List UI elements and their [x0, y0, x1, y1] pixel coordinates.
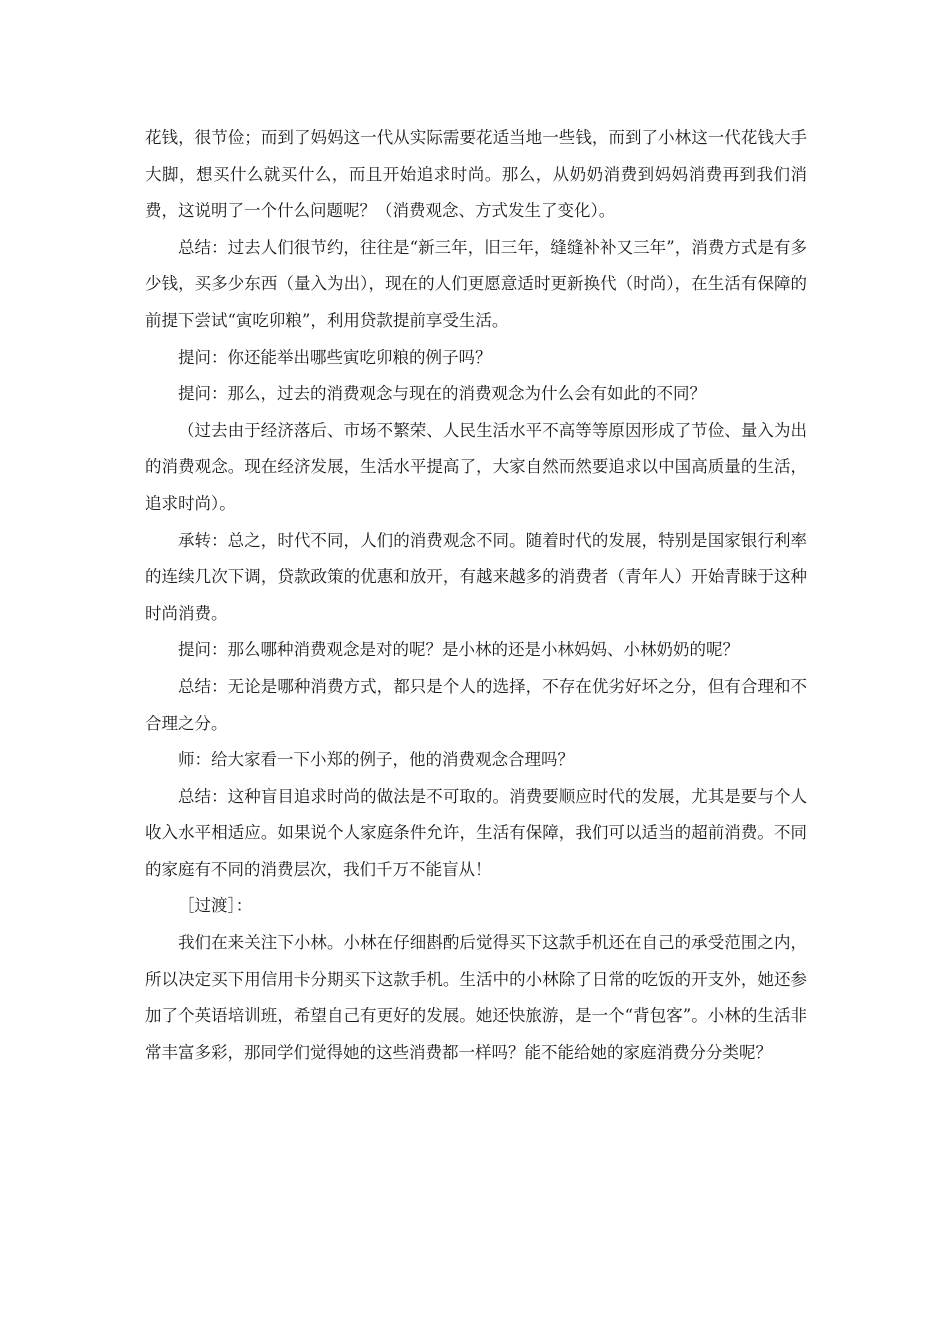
document-body: [145, 120, 807, 1071]
paragraph-summary-reasonable: 总结：无论是哪种消费方式，都只是个人的选择，不存在优劣好坏之分，但有合理和不合理之分。: [145, 676, 807, 733]
paragraph-continuation: 花钱，很节俭；而到了妈妈这一代从实际需要花适当地一些钱，而到了小林这一代花钱大手大脚，想买什么就买什么，而且开始追求时尚。那么，从奶奶消费到妈妈消费再到我们消费，这说明了一个什么问题呢？（消费观念、方式发生了变化）。: [145, 128, 807, 221]
paragraph-question-examples: 提问：你还能举出哪些寅吃卯粮的例子吗？: [178, 347, 492, 367]
paragraph-summary-blind-pursuit: 总结：这种盲目追求时尚的做法是不可取的。消费要顺应时代的发展，尤其是要与个人收入水平相适应。如果说个人家庭条件允许，生活有保障，我们可以适当的超前消费。不同的家庭有不同的消费层次，我们千万不能盲从！: [145, 786, 807, 879]
paragraph-question-which-correct: 提问：那么哪种消费观念是对的呢？是小林的还是小林妈妈、小林奶奶的呢？: [178, 640, 739, 660]
paragraph-transition-label: ［过渡］：: [178, 896, 253, 916]
paragraph-transition-times: 承转：总之，时代不同，人们的消费观念不同。随着时代的发展，特别是国家银行利率的连续几次下调，贷款政策的优惠和放开，有越来越多的消费者（青年人）开始青睐于这种时尚消费。: [145, 530, 807, 623]
paragraph-question-why-different: 提问：那么，过去的消费观念与现在的消费观念为什么会有如此的不同？: [178, 384, 706, 404]
paragraph-teacher-example: 师：给大家看一下小郑的例子，他的消费观念合理吗？: [178, 750, 574, 770]
paragraph-xiaolin-story: 我们在来关注下小林。小林在仔细斟酌后觉得买下这款手机还在自己的承受范围之内，所以决定买下用信用卡分期买下这款手机。生活中的小林除了日常的吃饭的开支外，她还参加了个英语培训班，希望自己有更好的发展。她还快旅游，是一个“背包客”。小林的生活非常丰富多彩，那同学们觉得她的这些消费都一样吗？能不能给她的家庭消费分分类呢？: [145, 933, 807, 1062]
paragraph-summary-past-present: 总结：过去人们很节约，往往是“新三年，旧三年，缝缝补补又三年”，消费方式是有多少钱，买多少东西（量入为出），现在的人们更愿意适时更新换代（时尚），在生活有保障的前提下尝试“寅吃卯粮”，利用贷款提前享受生活。: [145, 237, 807, 330]
paragraph-answer-reasons: （过去由于经济落后、市场不繁荣、人民生活水平不高等等原因形成了节俭、量入为出的消费观念。现在经济发展，生活水平提高了，大家自然而然要追求以中国高质量的生活，追求时尚）。: [145, 420, 807, 513]
